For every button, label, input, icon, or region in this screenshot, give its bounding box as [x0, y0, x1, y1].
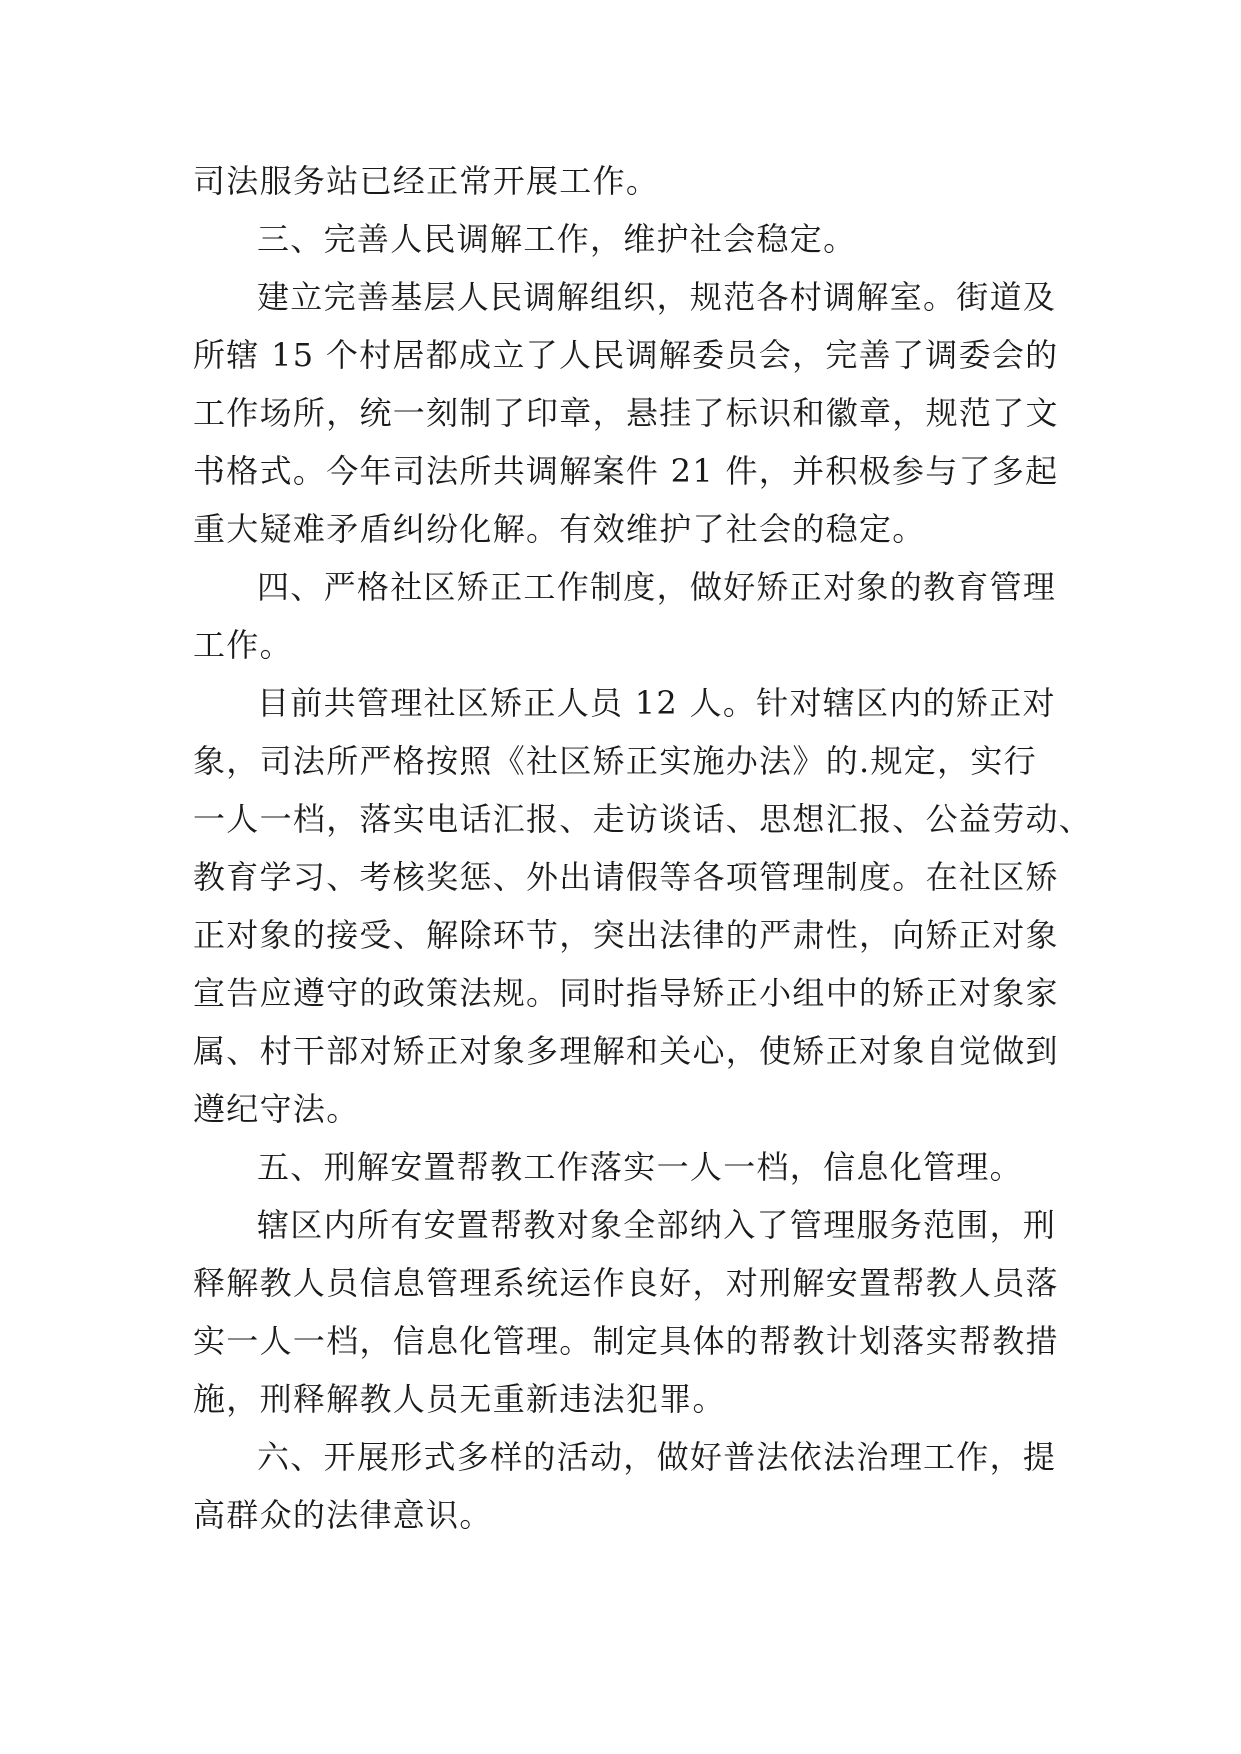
text-line: 教育学习、考核奖惩、外出请假等各项管理制度。在社区矫 — [193, 858, 1059, 896]
text-line: 五、刑解安置帮教工作落实一人一档，信息化管理。 — [257, 1148, 1023, 1186]
text-line: 建立完善基层人民调解组织，规范各村调解室。街道及 — [257, 278, 1057, 316]
text-line: 六、开展形式多样的活动，做好普法依法治理工作，提 — [257, 1438, 1057, 1476]
text-line: 工作。 — [193, 626, 293, 664]
text-line: 遵纪守法。 — [193, 1090, 360, 1128]
text-line: 书格式。今年司法所共调解案件 21 件，并积极参与了多起 — [193, 452, 1059, 490]
text-line: 宣告应遵守的政策法规。同时指导矫正小组中的矫正对象家 — [193, 974, 1059, 1012]
text-line: 高群众的法律意识。 — [193, 1496, 493, 1534]
text-line: 象，司法所严格按照《社区矫正实施办法》的.规定，实行 — [193, 742, 1037, 780]
text-line: 属、村干部对矫正对象多理解和关心，使矫正对象自觉做到 — [193, 1032, 1059, 1070]
text-line: 重大疑难矛盾纠纷化解。有效维护了社会的稳定。 — [193, 510, 926, 548]
text-line: 工作场所，统一刻制了印章，悬挂了标识和徽章，规范了文 — [193, 394, 1059, 432]
text-line: 所辖 15 个村居都成立了人民调解委员会，完善了调委会的 — [193, 336, 1059, 374]
text-line: 释解教人员信息管理系统运作良好，对刑解安置帮教人员落 — [193, 1264, 1059, 1302]
text-line: 正对象的接受、解除环节，突出法律的严肃性，向矫正对象 — [193, 916, 1059, 954]
text-line: 辖区内所有安置帮教对象全部纳入了管理服务范围，刑 — [257, 1206, 1057, 1244]
text-line: 目前共管理社区矫正人员 12 人。针对辖区内的矫正对 — [257, 684, 1056, 722]
text-line: 实一人一档，信息化管理。制定具体的帮教计划落实帮教措 — [193, 1322, 1059, 1360]
text-line: 司法服务站已经正常开展工作。 — [193, 162, 660, 200]
document-page — [193, 152, 1093, 1544]
text-line: 三、完善人民调解工作，维护社会稳定。 — [257, 220, 857, 258]
text-line: 一人一档，落实电话汇报、走访谈话、思想汇报、公益劳动、 — [193, 800, 1093, 838]
text-line: 施，刑释解教人员无重新违法犯罪。 — [193, 1380, 726, 1418]
text-line: 四、严格社区矫正工作制度，做好矫正对象的教育管理 — [257, 568, 1057, 606]
